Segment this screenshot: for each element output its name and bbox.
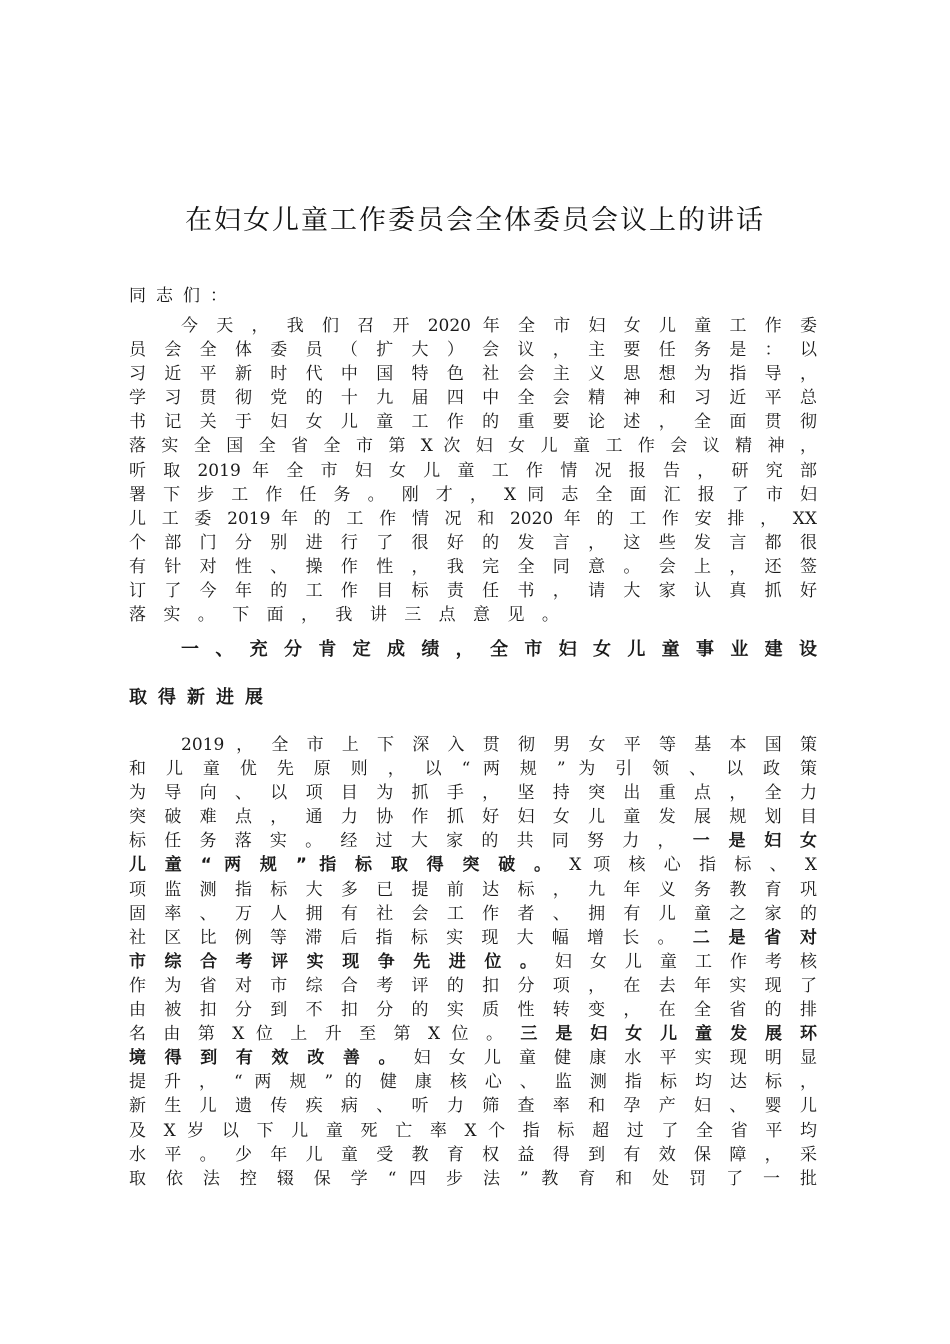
text-line: 署 下 步 工 作 任 务 。 刚 才 ， X 同 志 全 面 汇 报 了 市 妇	[129, 484, 817, 505]
text-run: 名 由 第 X 位 上 升 至 第 X 位 。	[129, 1024, 521, 1045]
text-run: 新 生 儿 遗 传 疾 病 、 听 力 筛 查 率 和 孕 产 妇 、 婴 儿	[129, 1096, 817, 1117]
text-run: 标 任 务 落 实 。 经 过 大 家 的 共 同 努 力 ，	[129, 831, 693, 852]
text-line: 个 部 门 分 别 进 行 了 很 好 的 发 言 ， 这 些 发 言 都 很	[129, 532, 817, 553]
text-line	[129, 878, 817, 902]
text-line	[129, 974, 817, 998]
text-run: 提 升 ， “ 两 规 ” 的 健 康 核 心 、 监 测 指 标 均 达 标 ，	[129, 1072, 817, 1093]
text-line	[129, 1094, 817, 1118]
text-line	[129, 1070, 817, 1094]
text-line: 听 取 2019 年 全 市 妇 女 儿 童 工 作 情 况 报 告 ， 研 究 部	[129, 460, 817, 481]
text-line	[129, 926, 817, 950]
text-line	[129, 805, 817, 829]
paragraph-opening	[129, 314, 817, 627]
text-line: 落 实 。 下 面 ， 我 讲 三 点 意 见 。	[129, 605, 565, 626]
bold-text-run: 境 得 到 有 效 改 善 。	[129, 1048, 402, 1069]
text-run: 和 儿 童 优 先 原 则 ， 以 “ 两 规 ” 为 引 领 、 以 政 策	[129, 759, 817, 780]
text-line: 员 会 全 体 委 员 （ 扩 大 ） 会 议 ， 主 要 任 务 是 ： 以	[129, 340, 817, 361]
text-line: 儿 工 委 2019 年 的 工 作 情 况 和 2020 年 的 工 作 安 排 ， XX	[129, 508, 817, 529]
text-run: 为 导 向 、 以 项 目 为 抓 手 ， 坚 持 突 出 重 点 ， 全 力	[129, 783, 817, 804]
text-run: 项 监 测 指 标 大 多 已 提 前 达 标 ， 九 年 义 务 教 育 巩	[129, 879, 817, 900]
bold-text-run: 市 综 合 考 评 实 现 争 先 进 位 。	[129, 951, 544, 972]
text-line	[129, 853, 817, 877]
text-line	[129, 1167, 817, 1191]
section-heading-1-line-2: 取得新进展	[129, 687, 274, 708]
text-line	[129, 757, 817, 781]
text-line	[129, 902, 817, 926]
text-line	[129, 1119, 817, 1143]
text-line	[129, 781, 817, 805]
text-run: 2019 ， 全 市 上 下 深 入 贯 彻 男 女 平 等 基 本 国 策	[181, 735, 817, 755]
bold-text-run: 三 是 妇 女 儿 童 发 展 环	[520, 1024, 817, 1045]
bold-text-run: 儿 童 “ 两 规 ” 指 标 取 得 突 破 。	[129, 855, 558, 876]
text-line	[129, 1022, 817, 1046]
text-line: 今 天 ， 我 们 召 开 2020 年 全 市 妇 女 儿 童 工 作 委	[181, 316, 817, 336]
paragraph-achievements	[129, 733, 817, 1191]
text-run: X 项 核 心 指 标 、 X	[557, 855, 817, 876]
text-run: 固 率 、 万 人 拥 有 社 会 工 作 者 、 拥 有 儿 童 之 家 的	[129, 903, 817, 924]
text-line: 习 近 平 新 时 代 中 国 特 色 社 会 主 义 思 想 为 指 导 ，	[129, 364, 817, 385]
bold-text-run: 二 是 省 对	[692, 927, 817, 948]
section-heading-1	[129, 626, 817, 722]
text-line: 学 习 贯 彻 党 的 十 九 届 四 中 全 会 精 神 和 习 近 平 总	[129, 388, 817, 409]
text-line	[129, 733, 817, 757]
text-line: 有 针 对 性 、 操 作 性 ， 我 完 全 同 意 。 会 上 ， 还 签	[129, 556, 817, 577]
salutation: 同志们：	[129, 286, 237, 306]
text-line: 订 了 今 年 的 工 作 目 标 责 任 书 ， 请 大 家 认 真 抓 好	[129, 581, 817, 602]
section-heading-1-line-1: 一 、 充 分 肯 定 成 绩 ， 全 市 妇 女 儿 童 事 业 建 设	[181, 639, 817, 660]
text-run: 妇 女 儿 童 工 作 考 核	[543, 951, 817, 972]
text-line	[129, 829, 817, 853]
text-line	[129, 950, 817, 974]
text-run: 取 依 法 控 辍 保 学 “ 四 步 法 ” 教 育 和 处 罚 了 一 批	[129, 1168, 817, 1189]
text-line	[129, 1046, 817, 1070]
text-run: 突 破 难 点 ， 通 力 协 作 抓 好 妇 女 儿 童 发 展 规 划 目	[129, 807, 817, 828]
text-run: 作 为 省 对 市 综 合 考 评 的 扣 分 项 ， 在 去 年 实 现 了	[129, 975, 817, 996]
text-line	[129, 1143, 817, 1167]
text-run: 妇 女 儿 童 健 康 水 平 实 现 明 显	[401, 1048, 817, 1069]
text-run: 社 区 比 例 等 滞 后 指 标 实 现 大 幅 增 长 。	[129, 927, 693, 948]
document-title: 在妇女儿童工作委员会全体委员会议上的讲话	[185, 205, 765, 236]
text-run: 水 平 。 少 年 儿 童 受 教 育 权 益 得 到 有 效 保 障 ， 采	[129, 1144, 817, 1165]
text-line: 落 实 全 国 全 省 全 市 第 X 次 妇 女 儿 童 工 作 会 议 精 神 ，	[129, 436, 817, 457]
text-line	[129, 998, 817, 1022]
bold-text-run: 一 是 妇 女	[692, 831, 817, 852]
text-line: 书 记 关 于 妇 女 儿 童 工 作 的 重 要 论 述 ， 全 面 贯 彻	[129, 412, 817, 433]
text-run: 由 被 扣 分 到 不 扣 分 的 实 质 性 转 变 ， 在 全 省 的 排	[129, 1000, 817, 1021]
text-run: 及 X 岁 以 下 儿 童 死 亡 率 X 个 指 标 超 过 了 全 省 平 均	[129, 1120, 817, 1141]
